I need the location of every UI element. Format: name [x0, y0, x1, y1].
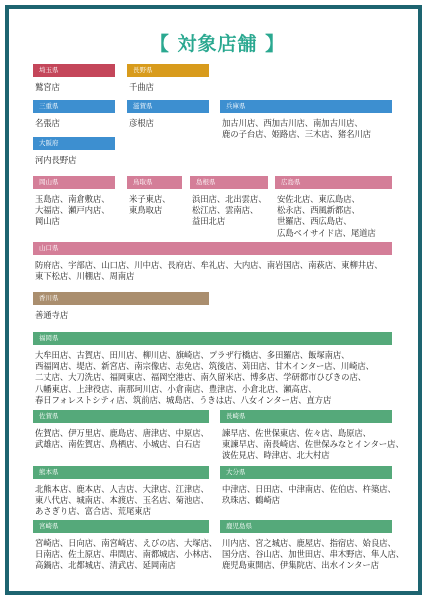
store-list [35, 118, 115, 129]
pref-header: 滋賀県 [127, 100, 209, 113]
store-list [129, 194, 182, 216]
section-okayama [33, 176, 115, 228]
section-shimane [190, 176, 268, 228]
store-line: 米子東店、 [129, 194, 171, 204]
section-oita [220, 466, 396, 506]
store-line: 善通寺店 [35, 310, 69, 320]
store-list [35, 260, 392, 282]
store-line: 鹿児島東開店、伊集院店、出水インター店 [222, 560, 379, 571]
store-line: 浜田店、北出雲店、 [192, 194, 267, 204]
store-list [222, 538, 405, 572]
store-list [35, 350, 392, 406]
store-line: 東諫早店、南長崎店、佐世保みなとインター店、 [222, 439, 404, 450]
section-hiroshima [275, 176, 392, 239]
store-line: 高鍋店、北都城店、清武店、延岡南店 [35, 560, 176, 571]
store-list [192, 194, 268, 228]
store-list [222, 484, 396, 506]
pref-header: 鹿児島県 [220, 520, 392, 533]
store-line: 大牟田店、古賀店、田川店、柳川店、旗崎店、プラザ行橋店、多田羅店、飯塚南店、 [35, 350, 350, 360]
store-list [222, 118, 392, 140]
store-line: 東鳥取店 [129, 205, 163, 216]
store-list [129, 82, 209, 93]
store-line: 西福岡店、堤店、新宮店、南宗像店、志免店、筑後店、苅田店、甘木インター店、川崎店、 [35, 361, 374, 372]
pref-header: 三重県 [33, 100, 115, 113]
store-line: 岡山店 [35, 216, 60, 227]
section-nagano [127, 64, 209, 93]
pref-header: 岡山県 [33, 176, 115, 189]
store-line: 東八代店、城南店、本渡店、玉名店、菊池店、 [35, 495, 209, 506]
section-hyogo [220, 100, 392, 140]
section-saitama [33, 64, 115, 93]
store-line: 鷲宮店 [35, 82, 60, 92]
pref-header: 大分県 [220, 466, 392, 479]
store-list [35, 484, 209, 518]
store-line: 宮崎店、日向店、南宮崎店、えびの店、大塚店、 [35, 538, 218, 548]
store-line: 大福店、瀬戸内店、 [35, 205, 110, 216]
store-line: 広島ベイサイド店、尾道店 [277, 227, 376, 238]
store-line: 河内長野店 [35, 155, 77, 165]
pref-header: 熊本県 [33, 466, 209, 479]
store-line: 波佐見店、時津店、北大村店 [222, 450, 330, 461]
pref-header: 埼玉県 [33, 64, 115, 77]
store-line: 松永店、西風新都店、 [277, 205, 360, 216]
page-title: 【 対象店舗 】 [149, 33, 286, 55]
store-list [35, 155, 115, 166]
store-line: 八幡東店、上津役店、南那珂川店、小倉南店、豊津店、小倉北店、瀬高店、 [35, 383, 317, 394]
store-line: 二丈店、大刀洗店、福岡東店、福岡空港店、南久留米店、博多店、学研都市ひびきの店、 [35, 372, 366, 383]
pref-header: 広島県 [275, 176, 392, 189]
store-line: 日南店、佐土原店、串間店、南都城店、小林店、 [35, 549, 218, 560]
store-line: 防府店、宇部店、山口店、川中店、長府店、牟礼店、大内店、南岩国店、南萩店、東柳井店、 [35, 260, 383, 270]
section-tottori [127, 176, 182, 216]
store-list [129, 118, 209, 129]
store-line: 中津店、日田店、中津南店、佐伯店、杵築店、 [222, 484, 396, 494]
store-list [277, 194, 392, 239]
store-line: 諫早店、佐世保東店、佐々店、島原店、 [222, 428, 371, 438]
section-shiga [127, 100, 209, 129]
pref-header: 鳥取県 [127, 176, 182, 189]
section-saga [33, 410, 209, 450]
pref-header: 福岡県 [33, 332, 392, 345]
pref-header: 兵庫県 [220, 100, 392, 113]
store-line: 玉島店、南倉敷店、 [35, 194, 110, 204]
pref-header: 香川県 [33, 292, 209, 305]
section-kagoshima [220, 520, 405, 572]
pref-header: 宮崎県 [33, 520, 209, 533]
store-line: 佐賀店、伊万里店、鹿島店、唐津店、中原店、 [35, 428, 209, 438]
section-mie [33, 100, 115, 129]
pref-header: 佐賀県 [33, 410, 209, 423]
store-line: 加古川店、西加古川店、南加古川店、 [222, 118, 363, 128]
store-list [35, 538, 218, 572]
section-kumamoto [33, 466, 209, 518]
store-line: 彦根店 [129, 118, 154, 128]
pref-header: 島根県 [190, 176, 268, 189]
store-list [35, 82, 115, 93]
store-line: 玖珠店、鶴崎店 [222, 495, 280, 506]
store-line: 世羅店、西広島店、 [277, 216, 352, 227]
store-line: 春日フォレストシティ店、筑前店、城島店、うきは店、八女インター店、直方店 [35, 394, 332, 405]
section-miyazaki [33, 520, 218, 572]
store-line: 安佐北店、東広島店、 [277, 194, 360, 204]
store-line: あさぎり店、富合店、荒尾東店 [35, 506, 151, 517]
store-line: 武雄店、南佐賀店、鳥栖店、小城店、白石店 [35, 439, 201, 450]
section-nagasaki [220, 410, 404, 462]
store-line: 東下松店、川棚店、周南店 [35, 271, 135, 282]
store-list [222, 428, 404, 462]
store-list [35, 428, 209, 450]
store-line: 鹿の子台店、姫路店、三木店、猪名川店 [222, 129, 371, 140]
section-osaka [33, 137, 115, 166]
store-line: 名張店 [35, 118, 60, 128]
store-line: 北熊本店、鹿本店、人吉店、大津店、江津店、 [35, 484, 209, 494]
store-list [35, 194, 115, 228]
store-line: 千曲店 [129, 82, 154, 92]
pref-header: 大阪府 [33, 137, 115, 150]
section-kagawa [33, 292, 209, 321]
section-fukuoka [33, 332, 392, 406]
pref-header: 長野県 [127, 64, 209, 77]
store-line: 国分店、谷山店、加世田店、串木野店、隼人店、 [222, 549, 405, 560]
store-line: 川内店、宮之城店、鹿屋店、指宿店、姶良店、 [222, 538, 396, 548]
store-line: 益田北店 [192, 216, 226, 227]
pref-header: 長崎県 [220, 410, 392, 423]
store-line: 松江店、雲南店、 [192, 205, 259, 216]
pref-header: 山口県 [33, 242, 392, 255]
section-yamaguchi [33, 242, 392, 282]
store-list [35, 310, 209, 321]
